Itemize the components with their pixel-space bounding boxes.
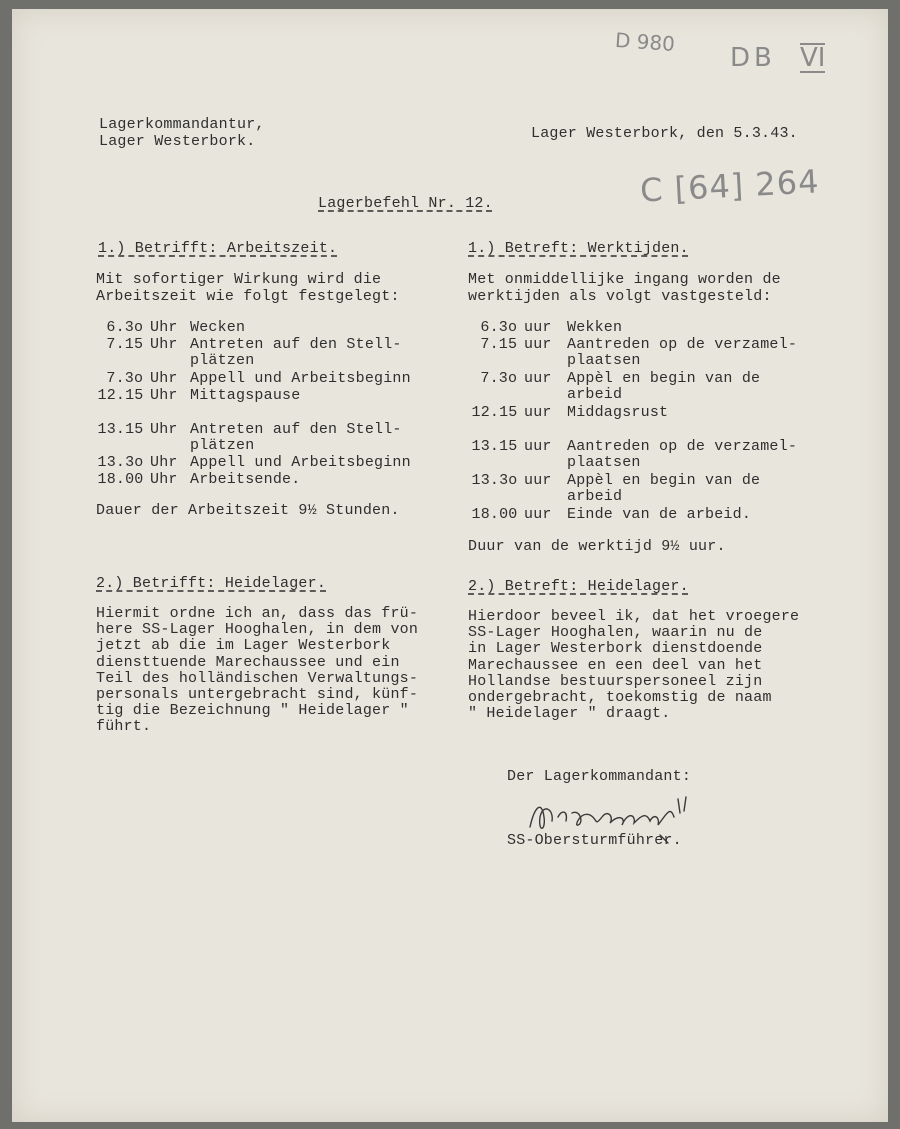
dutch-intro-line-2: werktijden als volgt vastgesteld: [468, 288, 772, 305]
dutch-section-1-heading: 1.) Betreft: Werktijden. [468, 240, 689, 257]
schedule-time: 13.3o [97, 454, 144, 471]
schedule-activity: plätzen [190, 352, 255, 369]
schedule-time: 13.3o [471, 472, 518, 489]
body-line: Hierdoor beveel ik, dat het vroegere [468, 608, 800, 625]
archive-mark-db: DB [730, 43, 776, 73]
body-line: personals untergebracht sind, künf- [96, 686, 419, 703]
schedule-activity: arbeid [567, 386, 623, 403]
dutch-intro-line-1: Met onmiddellijke ingang worden de [468, 271, 781, 288]
schedule-unit: Uhr [150, 454, 178, 471]
schedule-unit: Uhr [150, 471, 178, 488]
body-line: Hollandse bestuurspersoneel zijn [468, 672, 763, 690]
german-section-1-heading: 1.) Betrifft: Arbeitszeit. [98, 240, 338, 257]
schedule-time: 7.3o [106, 370, 144, 387]
body-line: " Heidelager " draagt. [468, 705, 671, 723]
closing-rank: SS-Obersturmführer. [507, 832, 682, 849]
schedule-activity: Aantreden op de verzamel- [567, 336, 798, 353]
schedule-activity: Appell und Arbeitsbeginn [190, 370, 411, 387]
schedule-time: 18.00 [471, 506, 518, 523]
closing-title: Der Lagerkommandant: [507, 768, 692, 785]
schedule-activity: plaatsen [567, 454, 641, 471]
schedule-time: 13.15 [471, 438, 518, 455]
schedule-time: 7.15 [106, 336, 144, 353]
body-line: Hiermit ordne ich an, dass das frü- [96, 605, 419, 622]
schedule-time: 6.3o [106, 319, 144, 336]
schedule-activity: Middagsrust [567, 404, 669, 421]
place-date: Lager Westerbork, den 5.3.43. [531, 125, 798, 142]
body-line: in Lager Westerbork dienstdoende [468, 640, 763, 658]
body-line: diensttuende Marechaussee und ein [96, 653, 400, 671]
document-page [12, 9, 888, 1122]
dutch-duration: Duur van de werktijd 9½ uur. [468, 538, 726, 555]
schedule-activity: Mittagspause [190, 387, 301, 404]
schedule-activity: plaatsen [567, 352, 641, 369]
schedule-activity: Appèl en begin van de [567, 472, 761, 489]
schedule-activity: Appèl en begin van de [567, 370, 761, 387]
schedule-activity: Wecken [190, 319, 246, 336]
schedule-unit: uur [524, 404, 552, 421]
schedule-activity: Wekken [567, 319, 623, 336]
body-line: SS-Lager Hooghalen, waarin nu de [468, 624, 763, 642]
schedule-unit: uur [524, 506, 552, 523]
schedule-activity: Antreten auf den Stell- [190, 421, 402, 438]
schedule-unit: Uhr [150, 387, 178, 404]
german-intro-line-1: Mit sofortiger Wirkung wird die [96, 271, 382, 288]
schedule-unit: uur [524, 319, 552, 336]
schedule-unit: Uhr [150, 319, 178, 336]
schedule-unit: uur [524, 472, 552, 489]
body-line: jetzt ab die im Lager Westerbork [96, 637, 391, 655]
body-line: here SS-Lager Hooghalen, in dem von [96, 621, 419, 639]
schedule-activity: Appell und Arbeitsbeginn [190, 454, 411, 471]
body-line: führt. [96, 718, 152, 736]
archive-mark-c: C [64] 264 [639, 162, 821, 210]
body-line: ondergebracht, toekomstig de naam [468, 689, 772, 706]
body-line: Teil des holländischen Verwaltungs- [96, 669, 419, 687]
german-intro-line-2: Arbeitszeit wie folgt festgelegt: [96, 288, 400, 305]
schedule-time: 18.00 [97, 471, 144, 488]
sender-line-1: Lagerkommandantur, [99, 116, 265, 133]
schedule-activity: Arbeitsende. [190, 471, 301, 488]
german-section-2-heading: 2.) Betrifft: Heidelager. [96, 575, 327, 592]
schedule-unit: uur [524, 370, 552, 387]
schedule-unit: Uhr [150, 370, 178, 387]
dutch-section-2-heading: 2.) Betreft: Heidelager. [468, 578, 689, 595]
document-title: Lagerbefehl Nr. 12. [318, 195, 493, 212]
body-line: tig die Bezeichnung " Heidelager " [96, 702, 409, 720]
archive-mark-roman: VI [800, 43, 826, 73]
schedule-time: 12.15 [97, 387, 144, 404]
schedule-unit: uur [524, 438, 552, 455]
schedule-unit: Uhr [150, 421, 178, 438]
schedule-time: 12.15 [471, 404, 518, 421]
schedule-unit: uur [524, 336, 552, 353]
schedule-activity: arbeid [567, 488, 623, 505]
sender-line-2: Lager Westerbork. [99, 133, 256, 150]
schedule-time: 7.3o [480, 370, 518, 387]
schedule-activity: plätzen [190, 437, 255, 454]
schedule-time: 7.15 [480, 336, 518, 353]
schedule-unit: Uhr [150, 336, 178, 353]
schedule-activity: Einde van de arbeid. [567, 506, 752, 523]
german-duration: Dauer der Arbeitszeit 9½ Stunden. [96, 502, 400, 519]
schedule-time: 6.3o [480, 319, 518, 336]
schedule-time: 13.15 [97, 421, 144, 438]
schedule-activity: Antreten auf den Stell- [190, 336, 402, 353]
body-line: Marechaussee en een deel van het [468, 656, 763, 674]
schedule-activity: Aantreden op de verzamel- [567, 438, 798, 455]
archive-mark-d: D 980 [614, 27, 676, 57]
